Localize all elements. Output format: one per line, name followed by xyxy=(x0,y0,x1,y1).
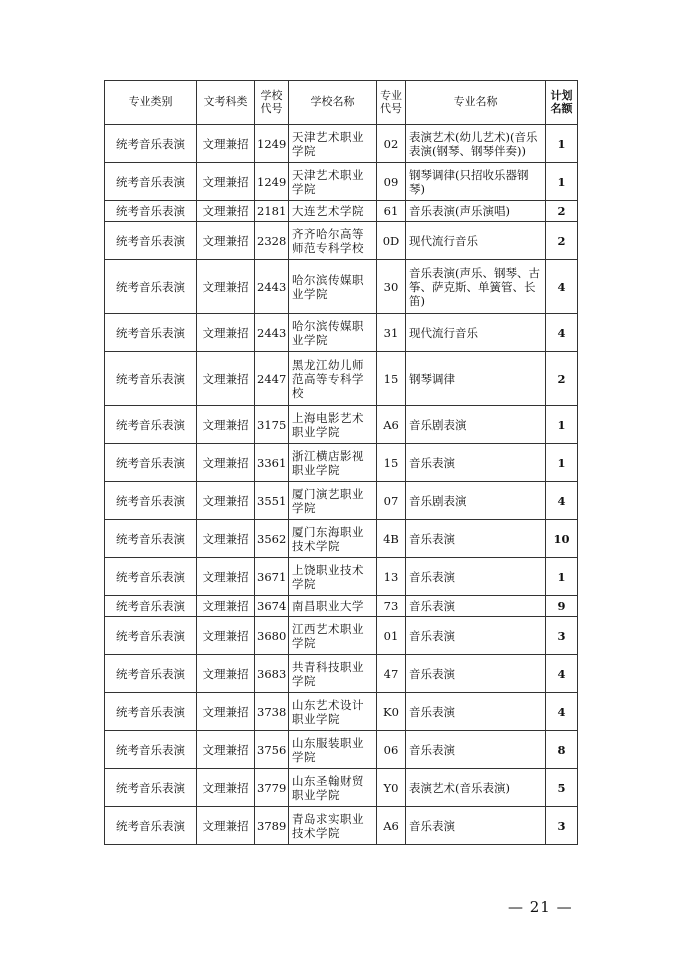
quota-cell: 9 xyxy=(546,596,578,617)
school-code-cell: 2181 xyxy=(255,201,289,222)
table-row xyxy=(105,352,578,406)
major-code-cell: 4B xyxy=(377,520,406,558)
table-row xyxy=(105,260,578,314)
major-name-cell: 音乐表演(声乐、钢琴、古筝、萨克斯、单簧管、长笛) xyxy=(406,260,546,314)
major-name-cell: 表演艺术(音乐表演) xyxy=(406,769,546,807)
major-code-cell: 13 xyxy=(377,558,406,596)
category-cell: 统考音乐表演 xyxy=(105,482,197,520)
enrollment-plan-table xyxy=(104,80,578,845)
school-code-cell: 3562 xyxy=(255,520,289,558)
quota-cell: 10 xyxy=(546,520,578,558)
table-row xyxy=(105,617,578,655)
subject-cell: 文理兼招 xyxy=(197,201,255,222)
school-code-cell: 1249 xyxy=(255,125,289,163)
subject-cell: 文理兼招 xyxy=(197,222,255,260)
quota-cell: 4 xyxy=(546,655,578,693)
category-cell: 统考音乐表演 xyxy=(105,807,197,845)
subject-cell: 文理兼招 xyxy=(197,260,255,314)
school-name-cell: 黑龙江幼儿师范高等专科学校 xyxy=(289,352,377,406)
quota-cell: 3 xyxy=(546,617,578,655)
major-code-cell: 31 xyxy=(377,314,406,352)
category-cell: 统考音乐表演 xyxy=(105,444,197,482)
subject-cell: 文理兼招 xyxy=(197,655,255,693)
subject-cell: 文理兼招 xyxy=(197,769,255,807)
major-name-cell: 音乐表演 xyxy=(406,444,546,482)
category-cell: 统考音乐表演 xyxy=(105,201,197,222)
subject-cell: 文理兼招 xyxy=(197,731,255,769)
quota-cell: 3 xyxy=(546,807,578,845)
major-code-cell: 01 xyxy=(377,617,406,655)
school-code-cell: 3680 xyxy=(255,617,289,655)
school-name-cell: 哈尔滨传媒职业学院 xyxy=(289,314,377,352)
major-name-cell: 钢琴调律 xyxy=(406,352,546,406)
school-code-cell: 2443 xyxy=(255,260,289,314)
major-name-cell: 音乐表演 xyxy=(406,617,546,655)
table-row xyxy=(105,693,578,731)
subject-cell: 文理兼招 xyxy=(197,807,255,845)
subject-cell: 文理兼招 xyxy=(197,125,255,163)
major-name-cell: 音乐表演 xyxy=(406,807,546,845)
school-code-cell: 3551 xyxy=(255,482,289,520)
school-name-cell: 青岛求实职业技术学院 xyxy=(289,807,377,845)
quota-cell: 1 xyxy=(546,558,578,596)
category-cell: 统考音乐表演 xyxy=(105,731,197,769)
subject-cell: 文理兼招 xyxy=(197,314,255,352)
category-cell: 统考音乐表演 xyxy=(105,222,197,260)
category-cell: 统考音乐表演 xyxy=(105,596,197,617)
major-code-cell: 73 xyxy=(377,596,406,617)
major-code-cell: 09 xyxy=(377,163,406,201)
school-code-cell: 3671 xyxy=(255,558,289,596)
category-cell: 统考音乐表演 xyxy=(105,406,197,444)
subject-cell: 文理兼招 xyxy=(197,163,255,201)
header-subject: 文考科类 xyxy=(197,81,255,125)
major-name-cell: 音乐表演 xyxy=(406,596,546,617)
quota-cell: 5 xyxy=(546,769,578,807)
major-name-cell: 音乐剧表演 xyxy=(406,482,546,520)
category-cell: 统考音乐表演 xyxy=(105,693,197,731)
table-row xyxy=(105,406,578,444)
school-name-cell: 厦门演艺职业学院 xyxy=(289,482,377,520)
major-name-cell: 现代流行音乐 xyxy=(406,222,546,260)
school-name-cell: 山东艺术设计职业学院 xyxy=(289,693,377,731)
school-code-cell: 2328 xyxy=(255,222,289,260)
table-row xyxy=(105,596,578,617)
table-row xyxy=(105,731,578,769)
category-cell: 统考音乐表演 xyxy=(105,314,197,352)
school-name-cell: 南昌职业大学 xyxy=(289,596,377,617)
school-name-cell: 哈尔滨传媒职业学院 xyxy=(289,260,377,314)
school-name-cell: 上饶职业技术学院 xyxy=(289,558,377,596)
category-cell: 统考音乐表演 xyxy=(105,520,197,558)
header-school-code: 学校 代号 xyxy=(255,81,289,125)
quota-cell: 2 xyxy=(546,222,578,260)
table-row xyxy=(105,163,578,201)
school-code-cell: 2443 xyxy=(255,314,289,352)
major-code-cell: 47 xyxy=(377,655,406,693)
major-code-cell: 06 xyxy=(377,731,406,769)
header-school-name: 学校名称 xyxy=(289,81,377,125)
major-name-cell: 现代流行音乐 xyxy=(406,314,546,352)
major-code-cell: Y0 xyxy=(377,769,406,807)
major-name-cell: 音乐剧表演 xyxy=(406,406,546,444)
school-code-cell: 3779 xyxy=(255,769,289,807)
page-number: — 21 — xyxy=(508,898,573,916)
major-code-cell: 15 xyxy=(377,444,406,482)
major-code-cell: 02 xyxy=(377,125,406,163)
school-code-cell: 2447 xyxy=(255,352,289,406)
header-major-name: 专业名称 xyxy=(406,81,546,125)
subject-cell: 文理兼招 xyxy=(197,352,255,406)
quota-cell: 4 xyxy=(546,693,578,731)
major-name-cell: 音乐表演 xyxy=(406,558,546,596)
school-name-cell: 天津艺术职业学院 xyxy=(289,125,377,163)
category-cell: 统考音乐表演 xyxy=(105,125,197,163)
major-name-cell: 音乐表演(声乐演唱) xyxy=(406,201,546,222)
table-row xyxy=(105,807,578,845)
subject-cell: 文理兼招 xyxy=(197,482,255,520)
school-name-cell: 大连艺术学院 xyxy=(289,201,377,222)
table-row xyxy=(105,201,578,222)
category-cell: 统考音乐表演 xyxy=(105,617,197,655)
major-name-cell: 音乐表演 xyxy=(406,731,546,769)
quota-cell: 1 xyxy=(546,444,578,482)
school-name-cell: 共青科技职业学院 xyxy=(289,655,377,693)
major-name-cell: 音乐表演 xyxy=(406,655,546,693)
category-cell: 统考音乐表演 xyxy=(105,260,197,314)
major-name-cell: 表演艺术(幼儿艺术)(音乐表演(钢琴、钢琴伴奏)) xyxy=(406,125,546,163)
school-code-cell: 3756 xyxy=(255,731,289,769)
quota-cell: 4 xyxy=(546,314,578,352)
major-code-cell: K0 xyxy=(377,693,406,731)
table-row xyxy=(105,482,578,520)
major-code-cell: 15 xyxy=(377,352,406,406)
major-code-cell: 61 xyxy=(377,201,406,222)
major-code-cell: 30 xyxy=(377,260,406,314)
major-name-cell: 音乐表演 xyxy=(406,693,546,731)
subject-cell: 文理兼招 xyxy=(197,693,255,731)
school-code-cell: 3789 xyxy=(255,807,289,845)
quota-cell: 2 xyxy=(546,352,578,406)
major-code-cell: 07 xyxy=(377,482,406,520)
school-name-cell: 厦门东海职业技术学院 xyxy=(289,520,377,558)
quota-cell: 1 xyxy=(546,406,578,444)
table-row xyxy=(105,520,578,558)
category-cell: 统考音乐表演 xyxy=(105,655,197,693)
school-code-cell: 3674 xyxy=(255,596,289,617)
subject-cell: 文理兼招 xyxy=(197,520,255,558)
major-name-cell: 音乐表演 xyxy=(406,520,546,558)
school-name-cell: 齐齐哈尔高等师范专科学校 xyxy=(289,222,377,260)
school-name-cell: 山东服装职业学院 xyxy=(289,731,377,769)
table-row xyxy=(105,558,578,596)
school-code-cell: 3175 xyxy=(255,406,289,444)
school-name-cell: 上海电影艺术职业学院 xyxy=(289,406,377,444)
school-name-cell: 山东圣翰财贸职业学院 xyxy=(289,769,377,807)
table-row xyxy=(105,655,578,693)
table-row xyxy=(105,314,578,352)
table-row xyxy=(105,222,578,260)
header-category: 专业类别 xyxy=(105,81,197,125)
major-code-cell: 0D xyxy=(377,222,406,260)
subject-cell: 文理兼招 xyxy=(197,406,255,444)
major-name-cell: 钢琴调律(只招收乐器钢琴) xyxy=(406,163,546,201)
header-major-code: 专业 代号 xyxy=(377,81,406,125)
subject-cell: 文理兼招 xyxy=(197,444,255,482)
category-cell: 统考音乐表演 xyxy=(105,769,197,807)
quota-cell: 2 xyxy=(546,201,578,222)
table-row xyxy=(105,444,578,482)
school-name-cell: 浙江横店影视职业学院 xyxy=(289,444,377,482)
school-code-cell: 3361 xyxy=(255,444,289,482)
header-quota: 计划 名额 xyxy=(546,81,578,125)
quota-cell: 1 xyxy=(546,163,578,201)
subject-cell: 文理兼招 xyxy=(197,596,255,617)
quota-cell: 8 xyxy=(546,731,578,769)
table-header-row xyxy=(105,81,578,125)
subject-cell: 文理兼招 xyxy=(197,558,255,596)
quota-cell: 4 xyxy=(546,260,578,314)
school-name-cell: 江西艺术职业学院 xyxy=(289,617,377,655)
category-cell: 统考音乐表演 xyxy=(105,558,197,596)
category-cell: 统考音乐表演 xyxy=(105,352,197,406)
school-code-cell: 1249 xyxy=(255,163,289,201)
table-row xyxy=(105,125,578,163)
major-code-cell: A6 xyxy=(377,406,406,444)
school-code-cell: 3683 xyxy=(255,655,289,693)
school-code-cell: 3738 xyxy=(255,693,289,731)
major-code-cell: A6 xyxy=(377,807,406,845)
quota-cell: 1 xyxy=(546,125,578,163)
quota-cell: 4 xyxy=(546,482,578,520)
subject-cell: 文理兼招 xyxy=(197,617,255,655)
table-row xyxy=(105,769,578,807)
school-name-cell: 天津艺术职业学院 xyxy=(289,163,377,201)
category-cell: 统考音乐表演 xyxy=(105,163,197,201)
